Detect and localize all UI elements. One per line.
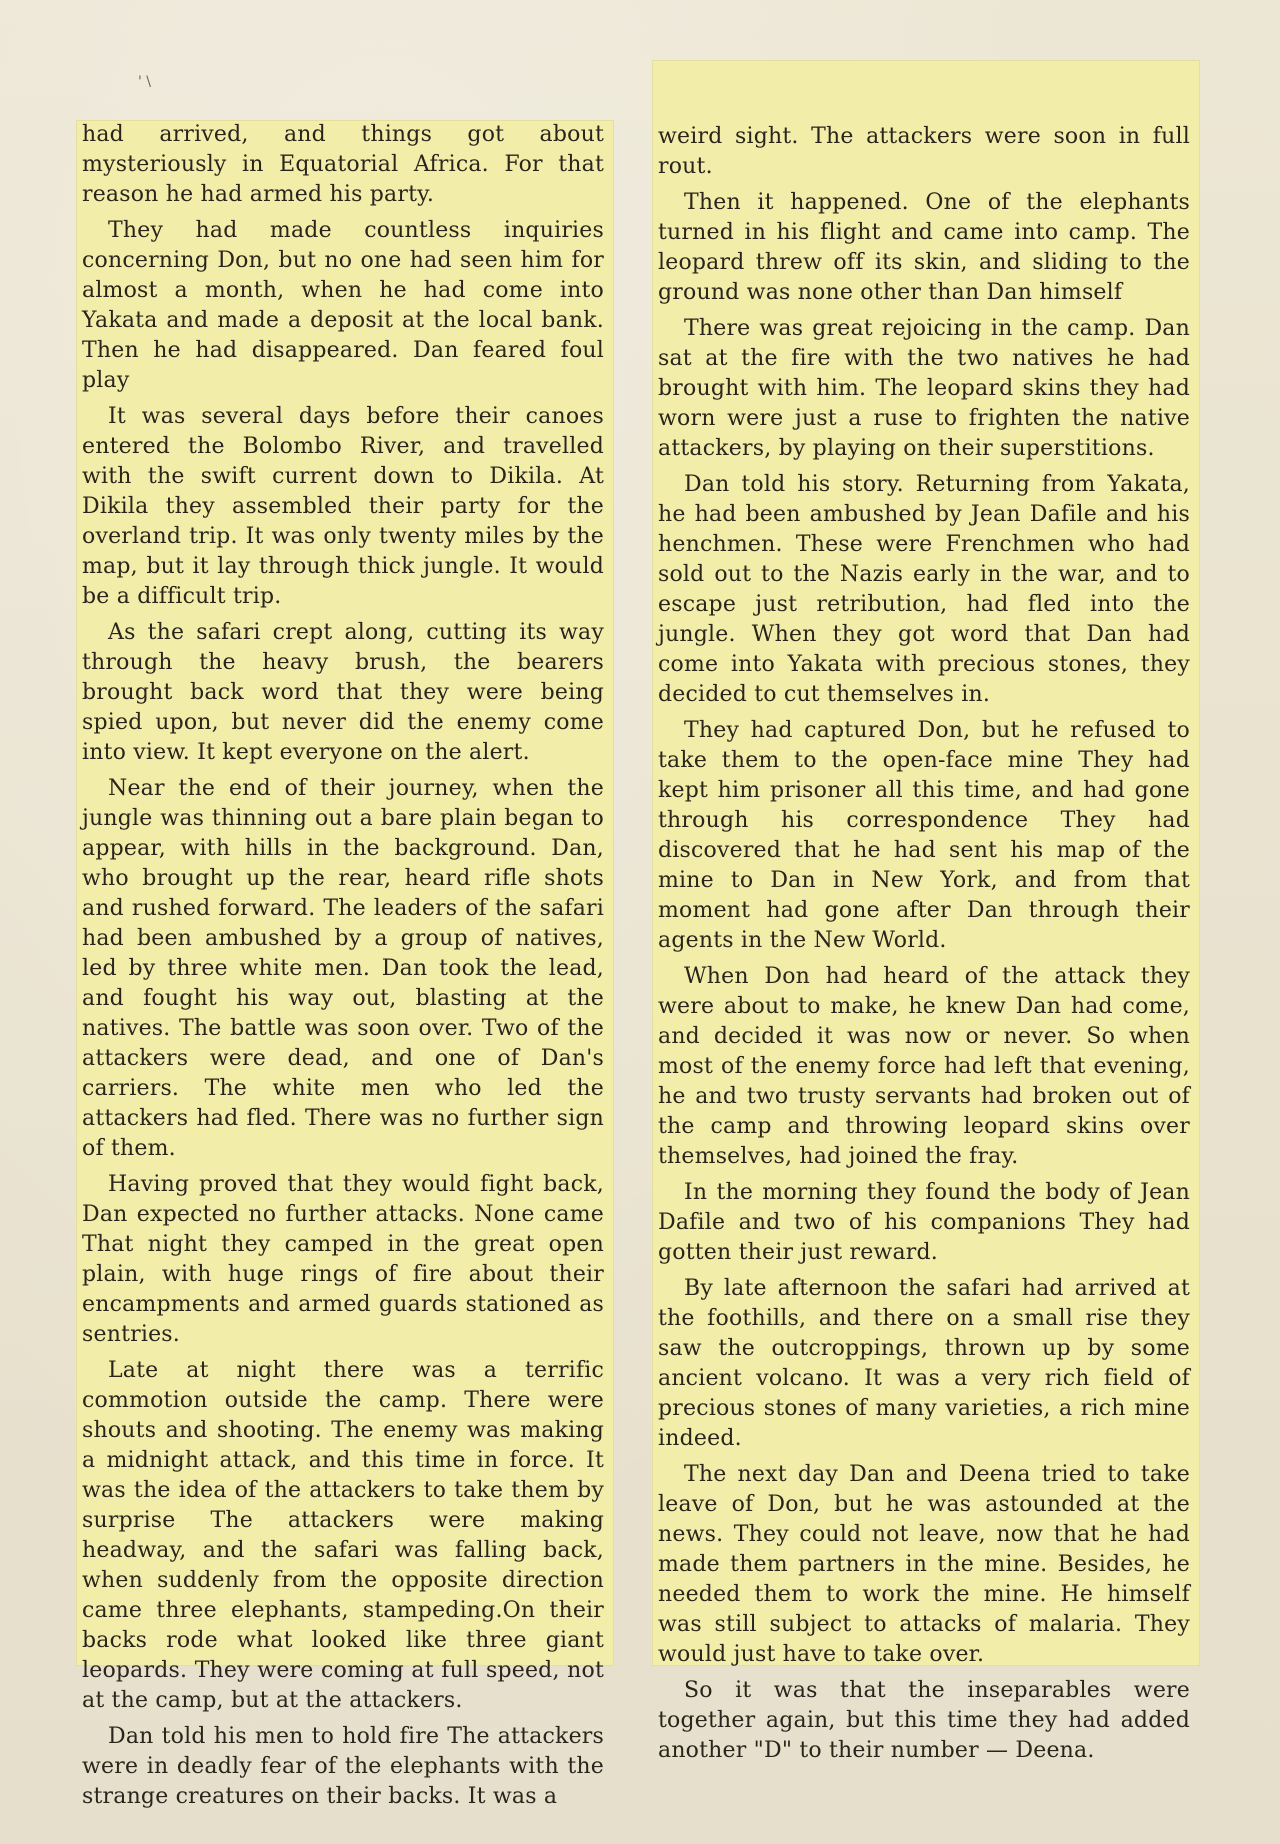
paragraph: They had captured Don, but he refused to take them to the open-face mine They had kept him prisoner all this time, and had gone through his correspondence They had discovered that he had sent his map of the mine to Dan in New York, and from that moment had gone after Dan through their agents in the New World.: [658, 718, 1190, 953]
paragraph: It was several days before their canoes entered the Bolombo River, and travelled with the swift current down to Dikila. At Dikila they assembled their party for the overland trip. It was only twenty miles by the map, but it lay through thick jungle. It would be a difficult trip.: [82, 404, 604, 609]
paragraph: There was great rejoicing in the camp. Dan sat at the fire with the two natives he had brought with him. The leopard skins they had worn were just a ruse to frighten the native attackers, by playing on their superstitions.: [658, 316, 1190, 461]
paragraph: Dan told his story. Returning from Yakata, he had been ambushed by Jean Dafile and his henchmen. These were Frenchmen who had sold out to the Nazis early in the war, and to escape just retribution, had fled into the jungle. When they got word that Dan had come into Yakata with precious stones, they decided to cut themselves in.: [658, 472, 1190, 707]
corner-mark: ' \: [138, 74, 152, 90]
paragraph: By late afternoon the safari had arrived at the foothills, and there on a small rise they saw the outcroppings, thrown up by some ancient volcano. It was a very rich field of precious stones of many varieties, a rich mine indeed.: [658, 1276, 1190, 1451]
paragraph: Dan told his men to hold fire The attackers were in deadly fear of the elephants with the strange creatures on their backs. It was a: [82, 1724, 604, 1809]
paragraph: Having proved that they would fight back, Dan expected no further attacks. None came That night they camped in the great open plain, with huge rings of fire about their encampments and armed guards stationed as sentries.: [82, 1172, 604, 1347]
right-column: [652, 60, 1200, 1763]
paragraph: Near the end of their journey, when the jungle was thinning out a bare plain began to appear, with hills in the background. Dan, who brought up the rear, heard rifle shots and rushed forward. The leaders of the safari had been ambushed by a group of natives, led by three white men. Dan took the lead, and fought his way out, blasting at the natives. The battle was soon over. Two of the attackers were dead, and one of Dan's carriers. The white men who led the attackers had fled. There was no further sign of them.: [82, 776, 604, 1161]
paragraph: So it was that the inseparables were together again, but this time they had added another "D" to their number — Deena.: [658, 1678, 1190, 1763]
paragraph: had arrived, and things got about mysteriously in Equatorial Africa. For that reason he had armed his party.: [82, 122, 604, 207]
left-column: [76, 120, 614, 1809]
paragraph: When Don had heard of the attack they were about to make, he knew Dan had come, and decided it was now or never. So when most of the enemy force had left that evening, he and two trusty servants had broken out of the camp and throwing leopard skins over themselves, had joined the fray.: [658, 964, 1190, 1169]
paragraph: As the safari crept along, cutting its way through the heavy brush, the bearers brought back word that they were being spied upon, but never did the enemy come into view. It kept everyone on the alert.: [82, 620, 604, 765]
paragraph: Late at night there was a terrific commotion outside the camp. There were shouts and shooting. The enemy was making a midnight attack, and this time in force. It was the idea of the attackers to take them by surprise The attackers were making headway, and the safari was falling back, when suddenly from the opposite direction came three elephants, stampeding.On their backs rode what looked like three giant leopards. They were coming at full speed, not at the camp, but at the attackers.: [82, 1358, 604, 1713]
paragraph: In the morning they found the body of Jean Dafile and two of his companions They had gotten their just reward.: [658, 1180, 1190, 1265]
paragraph: The next day Dan and Deena tried to take leave of Don, but he was astounded at the news. They could not leave, now that he had made them partners in the mine. Besides, he needed them to work the mine. He himself was still subject to attacks of malaria. They would just have to take over.: [658, 1462, 1190, 1667]
paragraph: weird sight. The attackers were soon in full rout.: [658, 124, 1190, 179]
paragraph: They had made countless inquiries concerning Don, but no one had seen him for almost a month, when he had come into Yakata and made a deposit at the local bank. Then he had disappeared. Dan feared foul play: [82, 218, 604, 393]
paragraph: Then it happened. One of the elephants turned in his flight and came into camp. The leopard threw off its skin, and sliding to the ground was none other than Dan himself: [658, 190, 1190, 305]
